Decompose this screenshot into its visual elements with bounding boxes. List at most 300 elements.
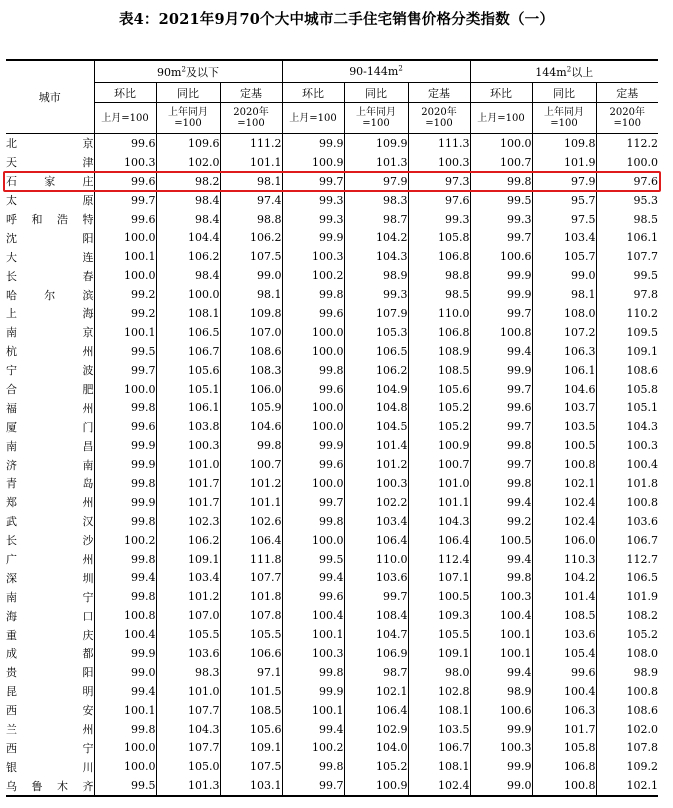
- index-value: 112.4: [408, 550, 470, 569]
- table-row: [6, 455, 658, 474]
- index-value: 111.3: [408, 134, 470, 153]
- table-row: [6, 776, 658, 796]
- index-value: 102.0: [596, 720, 658, 739]
- city-name: 北京: [6, 137, 94, 151]
- index-value: 107.1: [408, 568, 470, 587]
- index-value: 106.4: [344, 531, 408, 550]
- index-value: 101.2: [156, 587, 220, 606]
- index-value: 102.6: [220, 512, 282, 531]
- index-value: 99.8: [94, 720, 156, 739]
- index-value: 106.1: [596, 228, 658, 247]
- sub-header-cell: 同比: [344, 83, 408, 103]
- index-value: 101.7: [532, 720, 596, 739]
- index-value: 97.8: [596, 285, 658, 304]
- index-value: 100.2: [94, 531, 156, 550]
- index-value: 100.2: [282, 266, 344, 285]
- index-value: 108.6: [596, 701, 658, 720]
- index-value: 99.8: [220, 436, 282, 455]
- index-value: 99.8: [282, 663, 344, 682]
- index-value: 107.2: [532, 323, 596, 342]
- city-name: 长沙: [6, 534, 94, 548]
- index-value: 98.3: [156, 663, 220, 682]
- base-header-cell: 上月=100: [94, 103, 156, 134]
- table-row: [6, 663, 658, 682]
- index-value: 100.0: [94, 266, 156, 285]
- table-row: [6, 380, 658, 399]
- index-value: 100.3: [344, 474, 408, 493]
- index-value: 101.8: [596, 474, 658, 493]
- index-value: 108.6: [220, 342, 282, 361]
- sub-header-cell: 定基: [408, 83, 470, 103]
- index-value: 100.1: [282, 701, 344, 720]
- index-value: 99.4: [94, 568, 156, 587]
- index-value: 99.8: [282, 361, 344, 380]
- index-value: 106.9: [344, 644, 408, 663]
- index-value: 99.8: [470, 568, 532, 587]
- index-value: 101.7: [156, 474, 220, 493]
- index-value: 105.5: [220, 625, 282, 644]
- index-value: 101.1: [220, 493, 282, 512]
- index-value: 101.9: [532, 153, 596, 172]
- index-value: 101.0: [156, 455, 220, 474]
- index-value: 99.6: [470, 398, 532, 417]
- index-value: 108.0: [596, 644, 658, 663]
- index-value: 102.8: [408, 682, 470, 701]
- index-value: 99.8: [470, 436, 532, 455]
- index-value: 99.7: [282, 493, 344, 512]
- index-value: 99.8: [282, 512, 344, 531]
- sub-header-cell: 环比: [94, 83, 156, 103]
- city-name: 哈尔滨: [6, 288, 94, 302]
- index-value: 108.5: [220, 701, 282, 720]
- index-value: 109.6: [156, 134, 220, 153]
- index-value: 107.5: [220, 247, 282, 266]
- index-value: 99.5: [282, 550, 344, 569]
- city-name: 海口: [6, 609, 94, 623]
- index-value: 99.4: [470, 663, 532, 682]
- city-name: 青岛: [6, 477, 94, 491]
- index-value: 106.5: [156, 323, 220, 342]
- table-row: [6, 417, 658, 436]
- index-value: 106.5: [596, 568, 658, 587]
- city-name: 厦门: [6, 420, 94, 434]
- sub-header-cell: 同比: [532, 83, 596, 103]
- index-value: 110.2: [596, 304, 658, 323]
- index-value: 109.8: [220, 304, 282, 323]
- index-value: 97.3: [408, 172, 470, 191]
- city-name: 宁波: [6, 364, 94, 378]
- city-name: 西宁: [6, 741, 94, 755]
- city-name: 重庆: [6, 628, 94, 642]
- index-value: 104.3: [344, 247, 408, 266]
- index-value: 99.9: [94, 455, 156, 474]
- city-name: 西安: [6, 704, 94, 718]
- index-value: 105.2: [408, 417, 470, 436]
- index-value: 99.6: [282, 455, 344, 474]
- index-value: 107.9: [344, 304, 408, 323]
- index-value: 101.1: [408, 493, 470, 512]
- index-value: 110.3: [532, 550, 596, 569]
- index-value: 102.4: [532, 493, 596, 512]
- index-value: 108.1: [408, 757, 470, 776]
- index-value: 104.7: [344, 625, 408, 644]
- index-value: 99.0: [94, 663, 156, 682]
- table-row: [6, 606, 658, 625]
- table-row: [6, 587, 658, 606]
- table-row: [6, 172, 658, 191]
- table-row: [6, 134, 658, 153]
- table-row: [6, 191, 658, 210]
- index-value: 99.9: [94, 436, 156, 455]
- city-name: 长春: [6, 269, 94, 283]
- city-name: 深圳: [6, 571, 94, 585]
- table-row: [6, 757, 658, 776]
- index-value: 98.9: [344, 266, 408, 285]
- index-value: 106.4: [344, 701, 408, 720]
- index-value: 100.1: [94, 701, 156, 720]
- index-value: 109.1: [156, 550, 220, 569]
- index-value: 100.1: [470, 644, 532, 663]
- index-value: 108.2: [596, 606, 658, 625]
- index-value: 99.6: [94, 417, 156, 436]
- index-value: 98.4: [156, 191, 220, 210]
- index-value: 98.1: [532, 285, 596, 304]
- index-value: 106.1: [532, 361, 596, 380]
- index-value: 100.7: [470, 153, 532, 172]
- index-value: 100.0: [596, 153, 658, 172]
- table-row: [6, 398, 658, 417]
- index-value: 98.2: [156, 172, 220, 191]
- index-value: 107.7: [156, 701, 220, 720]
- index-value: 98.9: [596, 663, 658, 682]
- index-value: 106.4: [408, 531, 470, 550]
- group-header-90-below: $90m^2$及以下: [94, 60, 282, 83]
- index-value: 101.3: [156, 776, 220, 796]
- index-value: 111.8: [220, 550, 282, 569]
- index-value: 105.3: [344, 323, 408, 342]
- index-value: 98.4: [156, 266, 220, 285]
- index-value: 107.7: [596, 247, 658, 266]
- index-value: 99.9: [282, 682, 344, 701]
- index-value: 99.6: [282, 587, 344, 606]
- index-value: 100.8: [596, 682, 658, 701]
- index-value: 109.3: [408, 606, 470, 625]
- city-name: 南昌: [6, 439, 94, 453]
- table-row: [6, 682, 658, 701]
- index-value: 108.0: [532, 304, 596, 323]
- index-value: 107.0: [156, 606, 220, 625]
- index-value: 106.5: [344, 342, 408, 361]
- index-value: 98.0: [408, 663, 470, 682]
- index-value: 103.6: [532, 625, 596, 644]
- index-value: 108.3: [220, 361, 282, 380]
- sub-header-cell: 同比: [156, 83, 220, 103]
- base-header-cell: 上月=100: [470, 103, 532, 134]
- index-value: 104.3: [596, 417, 658, 436]
- price-index-table: [6, 59, 658, 797]
- index-value: 95.3: [596, 191, 658, 210]
- index-value: 99.7: [470, 455, 532, 474]
- index-value: 104.9: [344, 380, 408, 399]
- index-value: 101.8: [220, 587, 282, 606]
- index-value: 100.0: [94, 380, 156, 399]
- index-value: 107.8: [596, 739, 658, 758]
- base-header-cell: 上年同月 =100: [344, 103, 408, 134]
- city-name: 大连: [6, 250, 94, 264]
- index-value: 98.8: [220, 210, 282, 229]
- index-value: 99.0: [220, 266, 282, 285]
- index-value: 99.4: [94, 682, 156, 701]
- sub-header-cell: 环比: [282, 83, 344, 103]
- table-row: [6, 228, 658, 247]
- index-value: 101.9: [596, 587, 658, 606]
- table-row: [6, 568, 658, 587]
- base-header-row: [6, 103, 658, 134]
- index-value: 101.2: [344, 455, 408, 474]
- sub-header-cell: 定基: [220, 83, 282, 103]
- index-value: 101.4: [532, 587, 596, 606]
- sub-header-row: [6, 83, 658, 103]
- index-value: 98.5: [596, 210, 658, 229]
- index-value: 99.9: [470, 266, 532, 285]
- index-value: 106.8: [408, 247, 470, 266]
- index-value: 97.6: [596, 172, 658, 191]
- index-value: 106.7: [156, 342, 220, 361]
- table-body: [6, 134, 658, 797]
- index-value: 104.3: [408, 512, 470, 531]
- index-value: 99.9: [470, 285, 532, 304]
- index-value: 99.6: [94, 210, 156, 229]
- index-value: 99.7: [470, 417, 532, 436]
- index-value: 107.8: [220, 606, 282, 625]
- index-value: 109.1: [220, 739, 282, 758]
- index-value: 110.0: [408, 304, 470, 323]
- index-value: 100.9: [344, 776, 408, 796]
- table-row: [6, 512, 658, 531]
- index-value: 101.2: [220, 474, 282, 493]
- index-value: 108.5: [408, 361, 470, 380]
- index-value: 99.5: [596, 266, 658, 285]
- sub-header-cell: 环比: [470, 83, 532, 103]
- index-value: 106.8: [408, 323, 470, 342]
- index-value: 103.4: [344, 512, 408, 531]
- index-value: 100.8: [94, 606, 156, 625]
- index-value: 103.6: [596, 512, 658, 531]
- page-title: 表4：2021年9月70个大中城市二手住宅销售价格分类指数（一）: [118, 11, 555, 28]
- index-value: 100.9: [282, 153, 344, 172]
- index-value: 100.0: [282, 342, 344, 361]
- index-value: 101.5: [220, 682, 282, 701]
- index-value: 99.2: [470, 512, 532, 531]
- index-value: 111.2: [220, 134, 282, 153]
- index-value: 98.1: [220, 285, 282, 304]
- base-header-cell: 上年同月 =100: [156, 103, 220, 134]
- index-value: 100.0: [470, 134, 532, 153]
- city-name: 成都: [6, 647, 94, 661]
- index-value: 99.4: [470, 342, 532, 361]
- index-value: 109.1: [596, 342, 658, 361]
- index-value: 100.1: [94, 247, 156, 266]
- index-value: 108.1: [156, 304, 220, 323]
- index-value: 101.4: [344, 436, 408, 455]
- index-value: 104.6: [532, 380, 596, 399]
- index-value: 106.6: [220, 644, 282, 663]
- index-value: 105.6: [220, 720, 282, 739]
- index-value: 99.9: [282, 134, 344, 153]
- index-value: 99.7: [344, 587, 408, 606]
- index-value: 99.6: [94, 172, 156, 191]
- index-value: 106.4: [220, 531, 282, 550]
- index-value: 100.3: [596, 436, 658, 455]
- index-value: 100.0: [94, 228, 156, 247]
- index-value: 98.4: [156, 210, 220, 229]
- table-row: [6, 550, 658, 569]
- city-name: 济南: [6, 458, 94, 472]
- table-row: [6, 342, 658, 361]
- index-value: 104.2: [532, 568, 596, 587]
- index-value: 108.5: [532, 606, 596, 625]
- index-value: 112.2: [596, 134, 658, 153]
- index-value: 99.6: [282, 380, 344, 399]
- index-value: 99.8: [94, 398, 156, 417]
- index-value: 104.4: [156, 228, 220, 247]
- index-value: 100.8: [470, 323, 532, 342]
- index-value: 99.3: [408, 210, 470, 229]
- index-value: 100.3: [470, 587, 532, 606]
- index-value: 108.9: [408, 342, 470, 361]
- table-row: [6, 436, 658, 455]
- index-value: 103.5: [532, 417, 596, 436]
- index-value: 99.9: [94, 644, 156, 663]
- index-value: 106.2: [156, 531, 220, 550]
- index-value: 99.4: [282, 720, 344, 739]
- index-value: 102.3: [156, 512, 220, 531]
- index-value: 105.5: [408, 625, 470, 644]
- index-value: 101.0: [156, 682, 220, 701]
- index-value: 99.4: [470, 550, 532, 569]
- index-value: 98.5: [408, 285, 470, 304]
- index-value: 100.5: [532, 436, 596, 455]
- index-value: 99.9: [282, 228, 344, 247]
- index-value: 109.8: [532, 134, 596, 153]
- index-value: 102.0: [156, 153, 220, 172]
- group-header-144-above: $144m^2$以上: [470, 60, 658, 83]
- index-value: 101.3: [344, 153, 408, 172]
- index-value: 100.3: [282, 644, 344, 663]
- index-value: 99.3: [282, 191, 344, 210]
- index-value: 108.6: [596, 361, 658, 380]
- index-value: 97.6: [408, 191, 470, 210]
- index-value: 100.4: [282, 606, 344, 625]
- index-value: 105.6: [156, 361, 220, 380]
- index-value: 99.9: [470, 361, 532, 380]
- index-value: 106.2: [156, 247, 220, 266]
- index-value: 104.8: [344, 398, 408, 417]
- index-value: 112.7: [596, 550, 658, 569]
- index-value: 106.3: [532, 701, 596, 720]
- table-row: [6, 266, 658, 285]
- index-value: 99.4: [282, 568, 344, 587]
- index-value: 100.0: [282, 417, 344, 436]
- city-name: 贵阳: [6, 666, 94, 680]
- index-value: 100.0: [282, 474, 344, 493]
- city-name: 杭州: [6, 345, 94, 359]
- index-value: 107.7: [156, 739, 220, 758]
- index-value: 99.7: [282, 172, 344, 191]
- index-value: 104.0: [344, 739, 408, 758]
- index-value: 105.9: [220, 398, 282, 417]
- index-value: 100.0: [282, 398, 344, 417]
- index-value: 104.5: [344, 417, 408, 436]
- index-value: 109.5: [596, 323, 658, 342]
- index-value: 99.5: [470, 191, 532, 210]
- index-value: 99.8: [94, 587, 156, 606]
- city-name: 天津: [6, 156, 94, 170]
- table-row: [6, 304, 658, 323]
- index-value: 99.8: [94, 512, 156, 531]
- table-row: [6, 644, 658, 663]
- base-header-cell: 上月=100: [282, 103, 344, 134]
- index-value: 99.3: [470, 210, 532, 229]
- index-value: 105.5: [156, 625, 220, 644]
- index-value: 100.4: [94, 625, 156, 644]
- city-name: 合肥: [6, 383, 94, 397]
- index-value: 106.2: [220, 228, 282, 247]
- index-value: 99.6: [282, 304, 344, 323]
- index-value: 100.7: [408, 455, 470, 474]
- index-value: 103.4: [156, 568, 220, 587]
- index-value: 100.8: [532, 776, 596, 796]
- table-row: [6, 247, 658, 266]
- index-value: 100.5: [408, 587, 470, 606]
- table-row: [6, 285, 658, 304]
- index-value: 100.9: [408, 436, 470, 455]
- index-value: 103.1: [220, 776, 282, 796]
- city-name: 昆明: [6, 685, 94, 699]
- index-value: 97.9: [532, 172, 596, 191]
- city-column-header: 城市: [6, 60, 94, 134]
- index-value: 100.6: [470, 247, 532, 266]
- index-value: 99.6: [532, 663, 596, 682]
- city-name: 南京: [6, 326, 94, 340]
- index-value: 98.9: [470, 682, 532, 701]
- table-row: [6, 210, 658, 229]
- index-value: 100.0: [282, 531, 344, 550]
- index-value: 100.1: [282, 625, 344, 644]
- index-value: 100.3: [282, 247, 344, 266]
- index-value: 109.9: [344, 134, 408, 153]
- index-value: 100.4: [596, 455, 658, 474]
- index-value: 100.7: [220, 455, 282, 474]
- city-name: 上海: [6, 307, 94, 321]
- index-value: 99.6: [94, 134, 156, 153]
- base-header-cell: 上年同月 =100: [532, 103, 596, 134]
- index-value: 105.6: [408, 380, 470, 399]
- index-value: 102.2: [344, 493, 408, 512]
- index-value: 102.1: [532, 474, 596, 493]
- index-value: 97.9: [344, 172, 408, 191]
- index-value: 110.0: [344, 550, 408, 569]
- index-value: 101.7: [156, 493, 220, 512]
- index-value: 99.7: [470, 304, 532, 323]
- table-row: [6, 323, 658, 342]
- index-value: 99.0: [470, 776, 532, 796]
- city-name: 武汉: [6, 515, 94, 529]
- table-row: [6, 739, 658, 758]
- index-value: 101.1: [220, 153, 282, 172]
- city-name: 石家庄: [6, 175, 94, 189]
- city-name: 福州: [6, 401, 94, 415]
